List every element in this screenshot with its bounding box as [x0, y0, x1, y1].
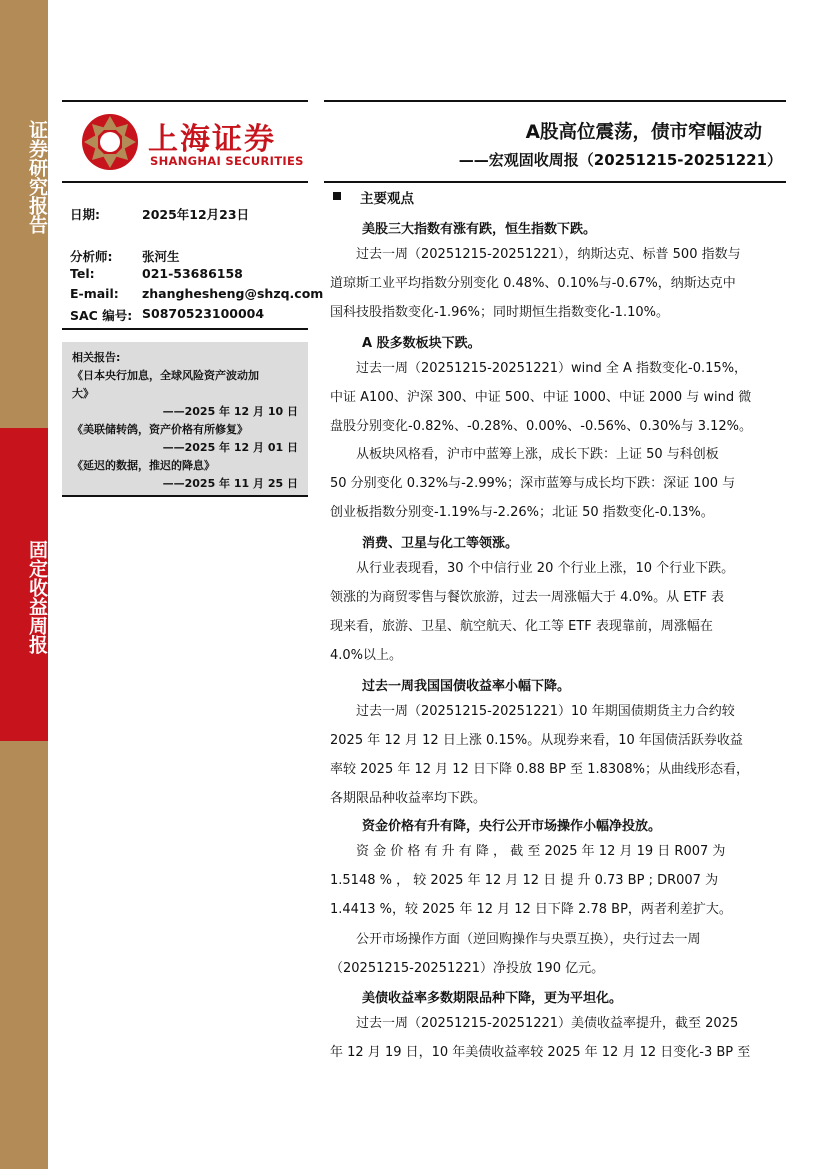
date-label: 日期: [70, 207, 100, 222]
related-reports-panel [62, 342, 308, 497]
analyst-label: 分析师: [70, 249, 113, 264]
paragraph-line: 从行业表现看，30 个中信行业 20 个行业上涨，10 个行业下跌。 [330, 561, 735, 576]
heading-a-shares: A 股多数板块下跌。 [362, 336, 481, 351]
paragraph-line: （20251215-20251221）净投放 190 亿元。 [330, 961, 605, 976]
paragraph-line: 公开市场操作方面（逆回购操作与央票互换），央行过去一周 [330, 932, 701, 947]
heading-funding-rates: 资金价格有升有降，央行公开市场操作小幅净投放。 [362, 819, 662, 834]
related-reports-title: 相关报告: [72, 351, 121, 364]
paragraph-line: 盘股分别变化-0.82%、-0.28%、0.00%、-0.56%、0.30%与 3.12%。 [330, 419, 752, 434]
paragraph-line: 创业板指数分别变-1.19%与-2.26%；北证 50 指数变化-0.13%。 [330, 505, 714, 520]
paragraph-line: 领涨的为商贸零售与餐饮旅游，过去一周涨幅大于 4.0%。从 ETF 表 [330, 590, 725, 605]
paragraph-us-treasury [330, 1009, 780, 1067]
report-subtitle: ——宏观固收周报（20251215-20251221） [458, 151, 782, 169]
heading-us-treasury: 美债收益率多数期限品种下降，更为平坦化。 [362, 991, 623, 1006]
email-value[interactable]: zhanghesheng@shzq.com [142, 286, 324, 301]
logo-english-name: SHANGHAI SECURITIES [150, 154, 304, 168]
related-report-link-cont[interactable]: 大》 [72, 387, 94, 400]
section-title: 主要观点 [360, 191, 414, 207]
meta-rule-bottom [62, 328, 308, 330]
related-report-date: ——2025 年 11 月 25 日 [162, 477, 298, 490]
paragraph-line: 现来看，旅游、卫星、航空航天、化工等 ETF 表现靠前，周涨幅在 [330, 619, 713, 634]
paragraph-line: 过去一周（20251215-20251221）美债收益率提升，截至 2025 [330, 1016, 739, 1031]
heading-consumer-sectors: 消费、卫星与化工等领涨。 [362, 536, 519, 551]
title-rule-bottom [324, 181, 786, 183]
paragraph-line: 率较 2025 年 12 月 12 日下降 0.88 BP 至 1.8308%；从曲线形态看， [330, 762, 750, 777]
paragraph-line: 4.0%以上。 [330, 648, 403, 663]
related-report-link[interactable]: 《延迟的数据，推迟的降息》 [72, 459, 215, 472]
meta-rule-top [62, 181, 308, 183]
company-logo [80, 110, 310, 174]
paragraph-line: 1.5148 % ， 较 2025 年 12 月 12 日 提 升 0.73 BP ; DR007 为 [330, 873, 719, 888]
section-bullet-icon [333, 192, 341, 200]
tel-value: 021-53686158 [142, 266, 243, 281]
paragraph-line: 从板块风格看，沪市中蓝筹上涨，成长下跌：上证 50 与科创板 [330, 447, 719, 462]
paragraph-line: 2025 年 12 月 12 日上涨 0.15%。从现券来看，10 年国债活跃券收益 [330, 733, 743, 748]
paragraph-line: 过去一周（20251215-20251221），纳斯达克、标普 500 指数与 [330, 247, 741, 262]
date-value: 2025年12月23日 [142, 207, 250, 222]
paragraph-line: 各期限品种收益率均下跌。 [330, 791, 487, 806]
paragraph-sector-style [330, 440, 780, 527]
sac-value: S0870523100004 [142, 306, 265, 321]
header-rule-left [62, 100, 308, 102]
heading-us-stocks: 美股三大指数有涨有跌，恒生指数下跌。 [362, 222, 597, 237]
sac-label: SAC 编号: [70, 308, 133, 323]
related-report-link[interactable]: 《日本央行加息，全球风险资产波动加 [72, 369, 259, 382]
paragraph-line: 道琼斯工业平均指数分别变化 0.48%、0.10%与-0.67%，纳斯达克中 [330, 276, 736, 291]
paragraph-a-shares [330, 354, 780, 441]
paragraph-funding-rates [330, 837, 780, 924]
logo-emblem-icon [80, 112, 140, 172]
paragraph-line: 国科技股指数变化-1.96%；同时期恒生指数变化-1.10%。 [330, 305, 669, 320]
sidebar-strip-bottom [0, 741, 48, 1169]
sidebar-label-report-category: 固定收益周报 [26, 540, 48, 654]
related-report-link[interactable]: 《美联储转鸽，资产价格有所修复》 [72, 423, 248, 436]
paragraph-line: 中证 A100、沪深 300、中证 500、中证 1000、中证 2000 与 wind 微 [330, 390, 752, 405]
report-title: A股高位震荡，债市窄幅波动 [525, 122, 762, 143]
related-report-date: ——2025 年 12 月 10 日 [162, 405, 298, 418]
paragraph-treasury-yield [330, 697, 780, 813]
header-rule-right [324, 100, 786, 102]
analyst-value: 张河生 [142, 249, 180, 264]
email-label: E-mail: [70, 286, 119, 301]
paragraph-line: 50 分别变化 0.32%与-2.99%；深市蓝筹与成长均下跌：深证 100 与 [330, 476, 736, 491]
tel-label: Tel: [70, 266, 95, 281]
paragraph-line: 过去一周（20251215-20251221）10 年期国债期货主力合约较 [330, 704, 735, 719]
paragraph-open-market [330, 925, 780, 983]
paragraph-industry-performance [330, 554, 780, 670]
paragraph-line: 资 金 价 格 有 升 有 降 ， 截 至 2025 年 12 月 19 日 R007 为 [330, 844, 726, 859]
related-report-date: ——2025 年 12 月 01 日 [162, 441, 298, 454]
paragraph-line: 过去一周（20251215-20251221）wind 全 A 指数变化-0.15%， [330, 361, 748, 376]
paragraph-line: 年 12 月 19 日，10 年美债收益率较 2025 年 12 月 12 日变化-3 BP 至 [330, 1045, 751, 1060]
heading-treasury-yield: 过去一周我国国债收益率小幅下降。 [362, 679, 571, 694]
paragraph-us-stocks [330, 240, 780, 327]
logo-chinese-name: 上海证券 [148, 122, 276, 157]
paragraph-line: 1.4413 %，较 2025 年 12 月 12 日下降 2.78 BP，两者利差扩大。 [330, 902, 732, 917]
sidebar-label-report-type: 证券研究报告 [26, 120, 48, 234]
